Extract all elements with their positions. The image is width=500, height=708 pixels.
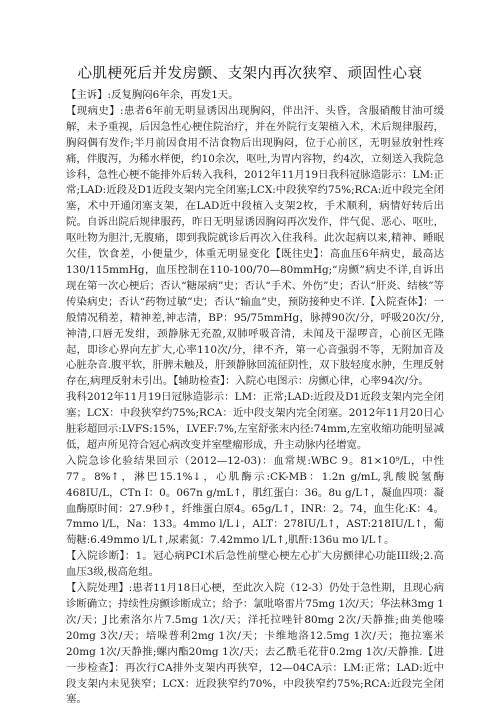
paragraph-history: 【现病史】:患者6年前无明显诱因出现胸闷，伴出汗、头昏，含服硝酸甘油可缓解，未予重视，后因急性心梗住院治疗，并在外院行支架植入术，术后规律服药，胸闷偶有发作;半月前因食用不洁食物后出现胸闷，位于心前区，无明显放射性疼痛，伴腹泻，为稀水样便，约10余次，呕吐,为胃内容物，约4次，立刻送入我院急诊科，急性心梗不能排外后转入我科，2012年11月19日我科冠脉造影示：LM:正常;LAD:近段及D1近段支架内完全闭塞;LCX:中段狭窄约75%;RCA:近中段完全闭塞，术中开通闭塞支架，在LAD近中段植入支架2枚，手术顺利，病情好转后出院。自诉出院后规律服药，昨日无明显诱因胸闷再次发作，伴气促、恶心、呕吐，呕吐物为胆汁,无腹痛，即到我院就诊后再次入住我科。此次起病以来,精神、睡眠欠佳，饮食差，小便量少，体重无明显变化【既往史】：高血压6年病史，最高达130/115mmHg，血压控制在110-100/70—80mmHg;“房颤”病史不详,自诉出现在第一次心梗后；否认“糖尿病”史；否认“手术、外伤”史；否认“肝炎、结核”等传染病史；否认“药物过敏”史；否认“输血”史，预防接种史不详.【入院查体】：一般情况稍差，精神差,神志清，BP：95/75mmHg，脉搏90次/分，呼吸20次/分,神清,口唇无发绀，颈静脉无充盈,双肺呼吸音清，未闻及干湿啰音，心前区无隆起，即诊心界向左扩大,心率110次/分，律不齐，第一心音强弱不等，无附加音及心脏杂音.腹平软，肝脾未触及，肝颈静脉回流征阴性，双下肢轻度水肿，生理反射存在,病理反射未引出。【辅助检查】：入院心电图示：房颤心律，心率94次/分。 — [66, 104, 444, 388]
paragraph-chief-complaint: 【主诉】:反复胸闷6年余，再发1天。 — [66, 89, 239, 101]
paragraph-diagnosis: 【入院诊断】：1。冠心病PCI术后急性前壁心梗左心扩大房颤律心功能III级;2.高血压3级,极高危组。 — [66, 550, 444, 579]
paragraph-lab-results: 入院急诊化验结果回示（2012—12-03)：血常规:WBC 9。81×10⁹/L，中性77。8%↑，淋巴15.1%↓，心肌酶示:CK-MB：1.2n g/mL,乳酸脱氢酶468IU/L，CTn I：0。067n g/mL↑，肌红蛋白：36。8u g/L↑，凝血四项：凝血酶原时间：27.9秒↑，纤维蛋白原4。65g/L↑，INR：2。74，血生化:K：4。7mmo l/L，Na：133。4mmo l/L↓，ALT：278IU/L↑，AST:218IU/L↑，葡萄糖:6.49mmo l/L↑,尿素氮：7.42mmo l/L↑,肌酐:136u mo l/L↑。 — [66, 454, 444, 547]
document-body — [66, 88, 444, 708]
document-title: 心肌梗死后并发房颤、支架内再次狭窄、顽固性心衰 — [77, 66, 423, 82]
paragraph-angiography: 我科2012年11月19日冠脉造影示：LM：正常;LAD:近段及D1近段支架内完全闭塞；LCX：中段狭窄约75%;RCA：近中段支架内完全闭塞。2012年11月20日心脏彩超回示:LVFS:15%，LVEF:7%,左室舒张末内径:74mm,左室收缩功能明显减低，超声所见符合冠心病改变并室壁瘤形成，升主动脉内径增宽。 — [66, 391, 444, 451]
paragraph-treatment: 【入院处理】:患者11月18日心梗，至此次入院（12-3）仍处于急性期，且现心病诊断确立；持续性房颤诊断成立；给予：氯吡咯雷片75mg 1次/天；华法林3mg 1次/天；J比索洛尔片7.5mg 1次/天；洋托拉唑针80mg 2次/天静推;曲美他嗪20mg 3次/天；培哚普利2mg 1次/天；卡维地洛12.5mg 1次/天；拖拉塞米20mg 1次/天静推;螺内酯20mg 1次/天；去乙酰毛花苷0.2mg 1次/天静推.【进一步检查】：再次行CA排外支架内再狭窄，12—04CA示：LM:正常；LAD:近中段支架内未见狭窄；LCX：近段狭窄约70%，中段狭窄约75%;RCA:近段完全闭塞。 — [66, 582, 444, 706]
